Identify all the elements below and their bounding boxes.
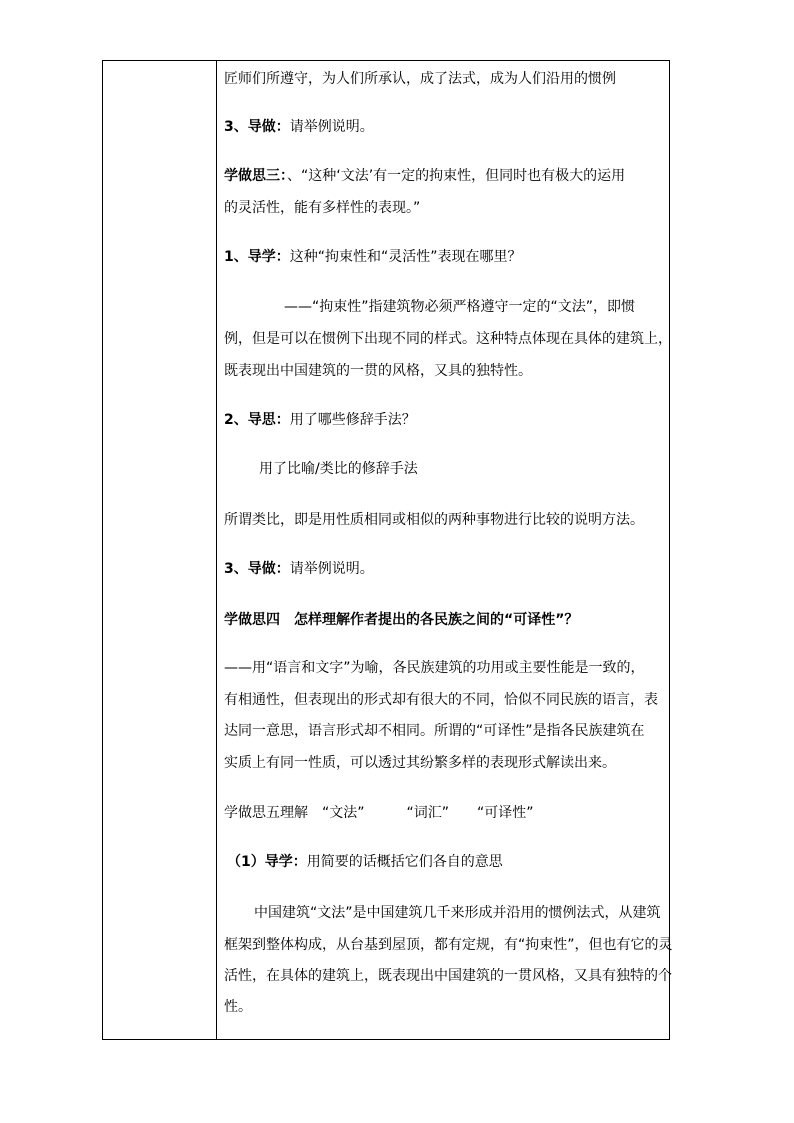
text-line: 既表现出中国建筑的一贯的风格，又具的独特性。 — [224, 363, 532, 379]
text-line: 所谓类比，即是用性质相同或相似的两种事物进行比较的说明方法。 — [224, 512, 644, 528]
text-line: 3、导做：请举例说明。 — [224, 119, 374, 135]
text-line: 2、导思：用了哪些修辞手法？ — [224, 412, 416, 428]
text-line: 1、导学：这种“拘束性和“灵活性”表现在哪里？ — [224, 249, 522, 265]
text-line: 实质上有同一性质，可以透过其纷繁多样的表现形式解读出来。 — [224, 755, 616, 771]
text-line: （1）导学：用简要的话概括它们各自的意思 — [227, 854, 503, 870]
text-line: 框架到整体构成，从台基到屋顶，都有定规，有“拘束性”，但也有它的灵 — [224, 937, 673, 953]
text-line: 用了比喻/类比的修辞手法 — [259, 461, 418, 477]
text-line: 有相通性，但表现出的形式却有很大的不同，恰似不同民族的语言，表 — [224, 692, 658, 708]
text-line: 学做思四 怎样理解作者提出的各民族之间的“可译性”？ — [224, 612, 579, 628]
text-line: 例，但是可以在惯例下出现不同的样式。这种特点体现在具体的建筑上， — [224, 331, 672, 347]
text-line: 的灵活性，能有多样性的表现。” — [224, 200, 421, 216]
text-line: ——用“语言和文字”为喻，各民族建筑的功用或主要性能是一致的， — [224, 660, 645, 676]
text-line: ——“拘束性”指建筑物必须严格遵守一定的“文法”，即惯 — [284, 299, 636, 315]
text-line: 性。 — [224, 999, 252, 1015]
content-table — [102, 60, 673, 1040]
right-column-cell — [217, 61, 673, 1039]
text-line: 中国建筑“文法”是中国建筑几千来形成并沿用的惯例法式，从建筑 — [254, 905, 661, 921]
text-line: 匠师们所遵守，为人们所承认，成了法式，成为人们沿用的惯例 — [224, 71, 616, 87]
text-line: 活性，在具体的建筑上，既表现出中国建筑的一贯风格，又具有独特的个 — [224, 968, 672, 984]
text-line: 3、导做：请举例说明。 — [224, 561, 374, 577]
left-column-cell — [103, 61, 217, 1039]
text-line: 学做思三：、“这种‘文法’有一定的拘束性，但同时也有极大的运用 — [224, 168, 626, 184]
text-line: 学做思五理解 “文法” “词汇” “可译性” — [224, 805, 534, 821]
text-line: 达同一意思，语言形式却不相同。所谓的“可译性”是指各民族建筑在 — [224, 723, 645, 739]
